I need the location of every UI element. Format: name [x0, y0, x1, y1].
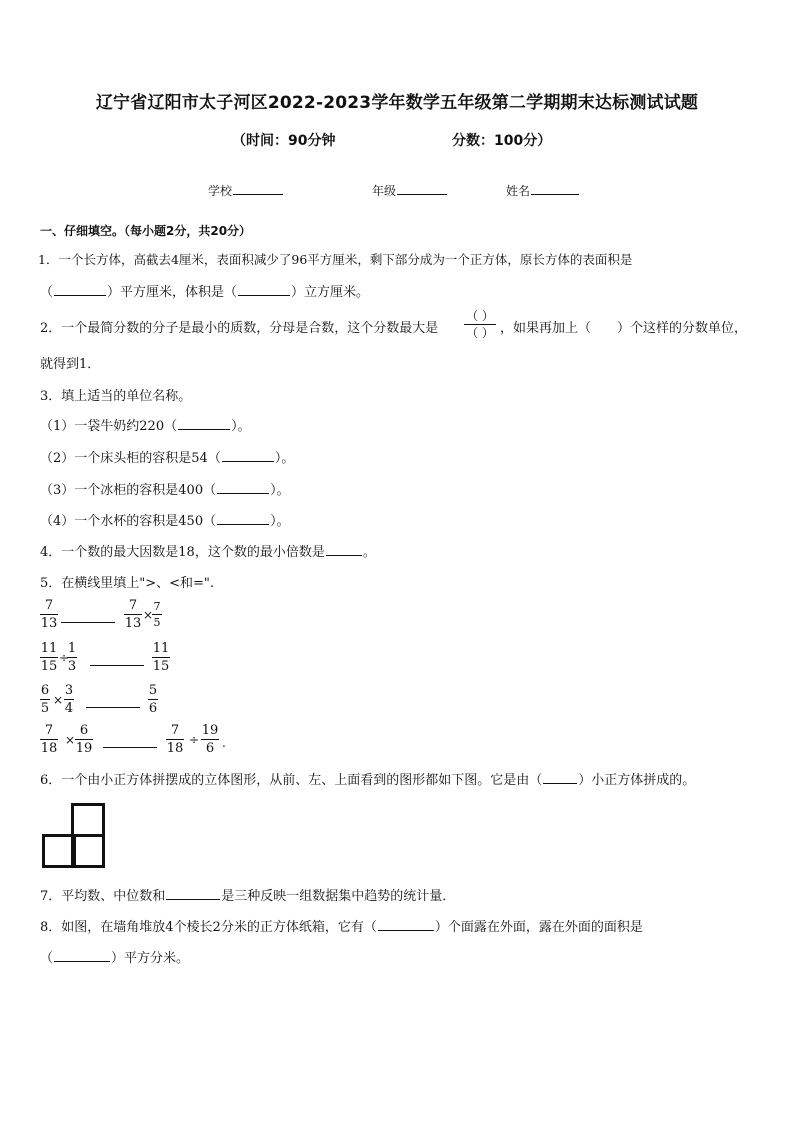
q1-line2: （ ）平方厘米，体积是（ ）立方厘米。 [40, 285, 370, 300]
q5-r3-frac-c: 5 6 [148, 683, 158, 716]
q6-line: 6．一个由小正方体拼摆成的立体图形，从前、左、上面看到的图形都如下图。它是由（ ）小正方体拼成的。 [40, 773, 696, 788]
q4-blank[interactable] [326, 554, 362, 556]
fraction-bar [464, 324, 496, 325]
q5-r3-answer-line[interactable] [86, 707, 140, 708]
q5-r2-frac-c: 11 15 [152, 641, 170, 674]
q5-r4-frac-c: 7 18 [166, 723, 184, 756]
q1-line1: 1．一个长方体，高截去4厘米，表面积减少了96平方厘米，剩下部分成为一个正方体，原长方体的表面积是 [38, 252, 633, 267]
school-blank[interactable] [233, 193, 283, 195]
q5-r1-answer-line[interactable] [61, 622, 115, 623]
name-label: 姓名 [506, 184, 531, 198]
q2-frac-den[interactable]: （ ） [466, 326, 494, 340]
q7-blank[interactable] [166, 898, 220, 900]
q3-blank-1[interactable] [178, 428, 230, 430]
square-top [71, 803, 105, 837]
name-field [506, 182, 580, 199]
q5-r1-op: × [143, 608, 154, 622]
name-blank[interactable] [531, 193, 579, 195]
q8-blank-faces[interactable] [378, 929, 434, 931]
q5-r3-op: × [53, 693, 64, 707]
q2-text-a: 2．一个最简分数的分子是最小的质数，分母是合数，这个分数最大是 [40, 321, 439, 336]
q5-title: 5．在横线里填上">、<和=". [40, 576, 215, 591]
grade-blank[interactable] [397, 193, 447, 195]
q1-blank-area[interactable] [54, 294, 106, 296]
q8-blank-area[interactable] [54, 960, 110, 962]
q3-blank-3[interactable] [217, 492, 269, 494]
q5-r1-frac-c: 7 5 [153, 600, 161, 629]
school-label: 学校 [208, 184, 233, 198]
q3-item-4: （4）一个水杯的容积是450（ ）。 [40, 514, 290, 529]
exam-time: （时间：90分钟 [232, 133, 336, 149]
q5-r2-frac-b: 1 3 [67, 641, 77, 674]
q3-item-1: （1）一袋牛奶约220（ ）。 [40, 419, 251, 434]
q5-r4-op: × [65, 733, 76, 747]
q3-item-2: （2）一个床头柜的容积是54（ ）。 [40, 451, 295, 466]
grade-field [372, 182, 448, 199]
school-field [208, 182, 284, 199]
q1-blank-volume[interactable] [238, 294, 290, 296]
q5-r4-end: . [222, 736, 226, 750]
q8-line2: （ ）平方分米。 [40, 951, 190, 966]
page-title: 辽宁省辽阳市太子河区2022-2023学年数学五年级第二学期期末达标测试试题 [95, 93, 699, 113]
grade-label: 年级 [372, 184, 397, 198]
q3-blank-2[interactable] [222, 460, 274, 462]
q7-line: 7．平均数、中位数和 是三种反映一组数据集中趋势的统计量． [40, 889, 456, 904]
q5-r2-op: ÷ [59, 651, 70, 665]
q5-r4-frac-a: 7 18 [40, 723, 58, 756]
q5-r2-answer-line[interactable] [90, 665, 144, 666]
q5-r2-frac-a: 11 15 [40, 641, 58, 674]
square-bottom-right [71, 834, 105, 868]
q8-line1: 8．如图，在墙角堆放4个棱长2分米的正方体纸箱，它有（ ）个面露在外面，露在外面的面积是 [40, 920, 643, 935]
q5-r1-frac-b: 7 13 [124, 598, 142, 631]
q5-r4-answer-line[interactable] [103, 747, 157, 748]
q5-r4-op2: ÷ [189, 733, 200, 747]
section-heading: 一、仔细填空。（每小题2分，共20分） [40, 224, 252, 238]
exam-score: 分数：100分） [452, 133, 552, 149]
q5-r1-frac-a: 7 13 [40, 598, 58, 631]
q2-frac-num[interactable]: （ ） [466, 309, 494, 323]
q3-blank-4[interactable] [217, 523, 269, 525]
q5-r3-frac-a: 6 5 [40, 683, 50, 716]
q2-text-b: ，如果再加上（ ）个这样的分数单位， [500, 321, 748, 336]
q5-r3-frac-b: 3 4 [64, 683, 74, 716]
q5-r4-frac-e: 19 6 [201, 723, 219, 756]
q3-title: 3．填上适当的单位名称。 [40, 389, 192, 404]
q5-r4-frac-b: 6 19 [75, 723, 93, 756]
q2-line2: 就得到1． [40, 357, 101, 372]
q4-line: 4．一个数的最大因数是18，这个数的最小倍数是 。 [40, 545, 376, 560]
three-view-figure [42, 803, 106, 865]
q2-fraction [464, 310, 496, 339]
q3-item-3: （3）一个冰柜的容积是400（ ）。 [40, 483, 290, 498]
q6-blank[interactable] [543, 782, 577, 784]
